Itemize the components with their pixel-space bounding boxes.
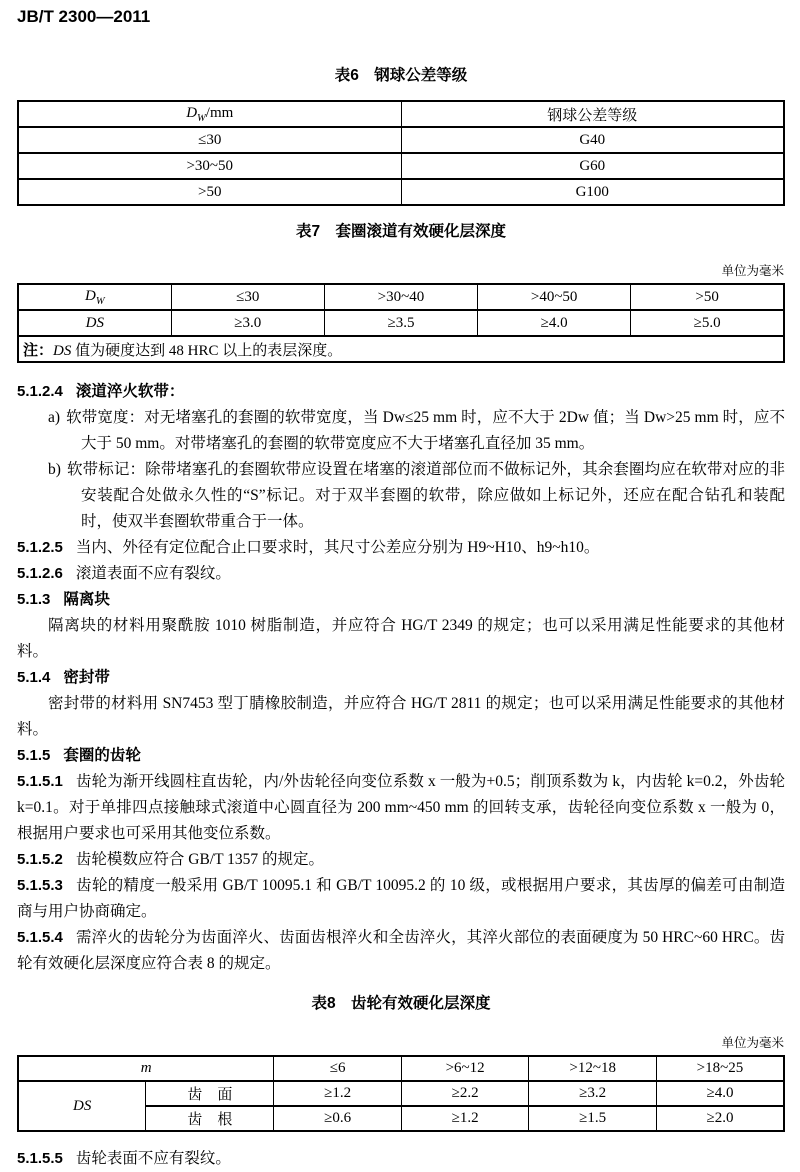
note-ds-symbol: DS (53, 342, 72, 359)
section-5154 (17, 925, 785, 977)
table7-header-row (18, 284, 784, 310)
list-text: 软带宽度：对无堵塞孔的套圈的软带宽度，当 Dw≤25 mm 时，应不大于 2Dw 值；当 Dw>25 mm 时，应不大于 50 mm。对带堵塞孔的套圈的软带宽度应不大于堵塞孔直径加 35 mm。 (66, 409, 785, 452)
table-row (18, 127, 784, 153)
section-number: 5.1.5.1 (17, 773, 63, 790)
table7-note (18, 336, 784, 362)
section-text: 需淬火的齿轮分为齿面淬火、齿面齿根淬火和全齿淬火，其淬火部位的表面硬度为 50 HRC~60 HRC。齿轮有效硬化层深度应符合表 8 的规定。 (17, 929, 785, 972)
body-text (17, 379, 785, 977)
list-item-b (17, 457, 785, 535)
dw-subscript: W (197, 112, 206, 124)
table7-ds-row (18, 310, 784, 336)
section-number: 5.1.5.2 (17, 851, 63, 868)
section-5153 (17, 873, 785, 925)
dw-unit: /mm (205, 104, 234, 121)
table-cell: >18~25 (656, 1056, 784, 1081)
table6-header-grade: 钢球公差等级 (401, 101, 784, 127)
table-cell: ≥3.2 (529, 1081, 657, 1106)
section-text: 齿轮的精度一般采用 GB/T 10095.1 和 GB/T 10095.2 的 10 级，或根据用户要求，其齿厚的偏差可由制造商与用户协商确定。 (17, 877, 785, 920)
table8-face-row (18, 1081, 784, 1106)
table-cell: ≥3.5 (324, 310, 477, 336)
section-5124-heading (17, 379, 785, 405)
table8-unit-note: 单位为毫米 (721, 1036, 784, 1050)
table-cell: G100 (401, 179, 784, 205)
section-515-heading (17, 743, 785, 769)
section-number: 5.1.4 (17, 669, 51, 686)
table-cell: ≤6 (274, 1056, 402, 1081)
table-cell: ≥4.0 (478, 310, 631, 336)
note-prefix: 注： (23, 342, 54, 359)
table7 (17, 283, 785, 363)
table7-header-dw (18, 284, 171, 310)
table8-header-row (18, 1056, 784, 1081)
section-513-heading (17, 587, 785, 613)
table6-header-row (18, 101, 784, 127)
table8 (17, 1055, 785, 1132)
table-cell: >50 (631, 284, 784, 310)
table8-ds-label: DS (18, 1081, 146, 1131)
table-cell: ≥2.0 (656, 1106, 784, 1131)
section-5152 (17, 847, 785, 873)
section-5126 (17, 561, 785, 587)
table8-m-label: m (18, 1056, 274, 1081)
section-number: 5.1.2.5 (17, 539, 63, 556)
table6-header-dw (18, 101, 401, 127)
table8-face-label: 齿 面 (146, 1081, 274, 1106)
section-number: 5.1.3 (17, 591, 51, 608)
table-cell: G40 (401, 127, 784, 153)
section-number: 5.1.5.4 (17, 929, 63, 946)
table-cell: >12~18 (529, 1056, 657, 1081)
section-text: 齿轮为渐开线圆柱直齿轮，内/外齿轮径向变位系数 x 一般为+0.5；削顶系数为 k，内齿轮 k=0.2，外齿轮 k=0.1。对于单排四点接触球式滚道中心圆直径为 200 mm~450 mm 的回转支承，齿轮径向变位系数 x 一般为 0，根据用户要求也可采用其他变位系数。 (17, 773, 785, 842)
section-title: 隔离块 (63, 591, 110, 608)
list-marker: a) (48, 409, 61, 426)
table6-caption: 表6 钢球公差等级 (334, 67, 468, 84)
dw-subscript: W (95, 295, 105, 307)
table-cell: G60 (401, 153, 784, 179)
table8-caption: 表8 齿轮有效硬化层深度 (311, 995, 491, 1012)
list-item-a (17, 405, 785, 457)
table-row (18, 153, 784, 179)
section-513-para: 隔离块的材料用聚酰胺 1010 树脂制造，并应符合 HG/T 2349 的规定；也可以采用满足性能要求的其他材料。 (17, 617, 785, 660)
section-5125 (17, 535, 785, 561)
dw-symbol: D (186, 104, 198, 121)
table-cell: ≥2.2 (401, 1081, 529, 1106)
section-514-heading (17, 665, 785, 691)
table-cell: >6~12 (401, 1056, 529, 1081)
section-number: 5.1.2.6 (17, 565, 63, 582)
table-row (18, 179, 784, 205)
table7-caption: 表7 套圈滚道有效硬化层深度 (295, 223, 507, 240)
table7-unit-note: 单位为毫米 (721, 264, 784, 278)
table-cell: >40~50 (478, 284, 631, 310)
table-cell: >30~40 (324, 284, 477, 310)
section-514-para: 密封带的材料用 SN7453 型丁腈橡胶制造，并应符合 HG/T 2811 的规定；也可以采用满足性能要求的其他材料。 (17, 695, 785, 738)
section-title: 套圈的齿轮 (63, 747, 141, 764)
table7-note-row (18, 336, 784, 362)
table-cell: ≥3.0 (171, 310, 324, 336)
table-cell: ≤30 (171, 284, 324, 310)
table-cell: >30~50 (18, 153, 401, 179)
section-text: 齿轮表面不应有裂纹。 (75, 1150, 231, 1167)
section-title: 密封带 (63, 669, 110, 686)
list-marker: b) (48, 461, 61, 478)
section-title: 滚道淬火软带： (75, 383, 185, 400)
doc-number: JB/T 2300—2011 (17, 7, 151, 26)
table-cell: ≥4.0 (656, 1081, 784, 1106)
section-number: 5.1.5 (17, 747, 51, 764)
section-text: 当内、外径有定位配合止口要求时，其尺寸公差应分别为 H9~H10、h9~h10。 (75, 539, 600, 556)
table6 (17, 100, 785, 206)
table-cell: ≥0.6 (274, 1106, 402, 1131)
section-number: 5.1.5.5 (17, 1150, 63, 1167)
table-cell: ≤30 (18, 127, 401, 153)
section-5151 (17, 769, 785, 847)
dw-symbol: D (85, 287, 96, 304)
table-cell: ≥1.2 (401, 1106, 529, 1131)
note-text: 值为硬度达到 48 HRC 以上的表层深度。 (71, 342, 343, 359)
section-5155 (17, 1146, 785, 1172)
section-text: 滚道表面不应有裂纹。 (75, 565, 231, 582)
table-cell: ≥1.5 (529, 1106, 657, 1131)
table-cell: ≥5.0 (631, 310, 784, 336)
section-number: 5.1.5.3 (17, 877, 63, 894)
section-text: 齿轮模数应符合 GB/T 1357 的规定。 (75, 851, 325, 868)
section-number: 5.1.2.4 (17, 383, 63, 400)
table-cell: ≥1.2 (274, 1081, 402, 1106)
table7-ds-label: DS (18, 310, 171, 336)
table-cell: >50 (18, 179, 401, 205)
list-text: 软带标记：除带堵塞孔的套圈软带应设置在堵塞的滚道部位而不做标记外，其余套圈均应在软带对应的非安装配合处做永久性的“S”标记。对于双半套圈的软带，除应做如上标记外，还应在配合钻孔和装配时，使双半套圈软带重合于一体。 (66, 461, 785, 530)
table8-root-label: 齿 根 (146, 1106, 274, 1131)
